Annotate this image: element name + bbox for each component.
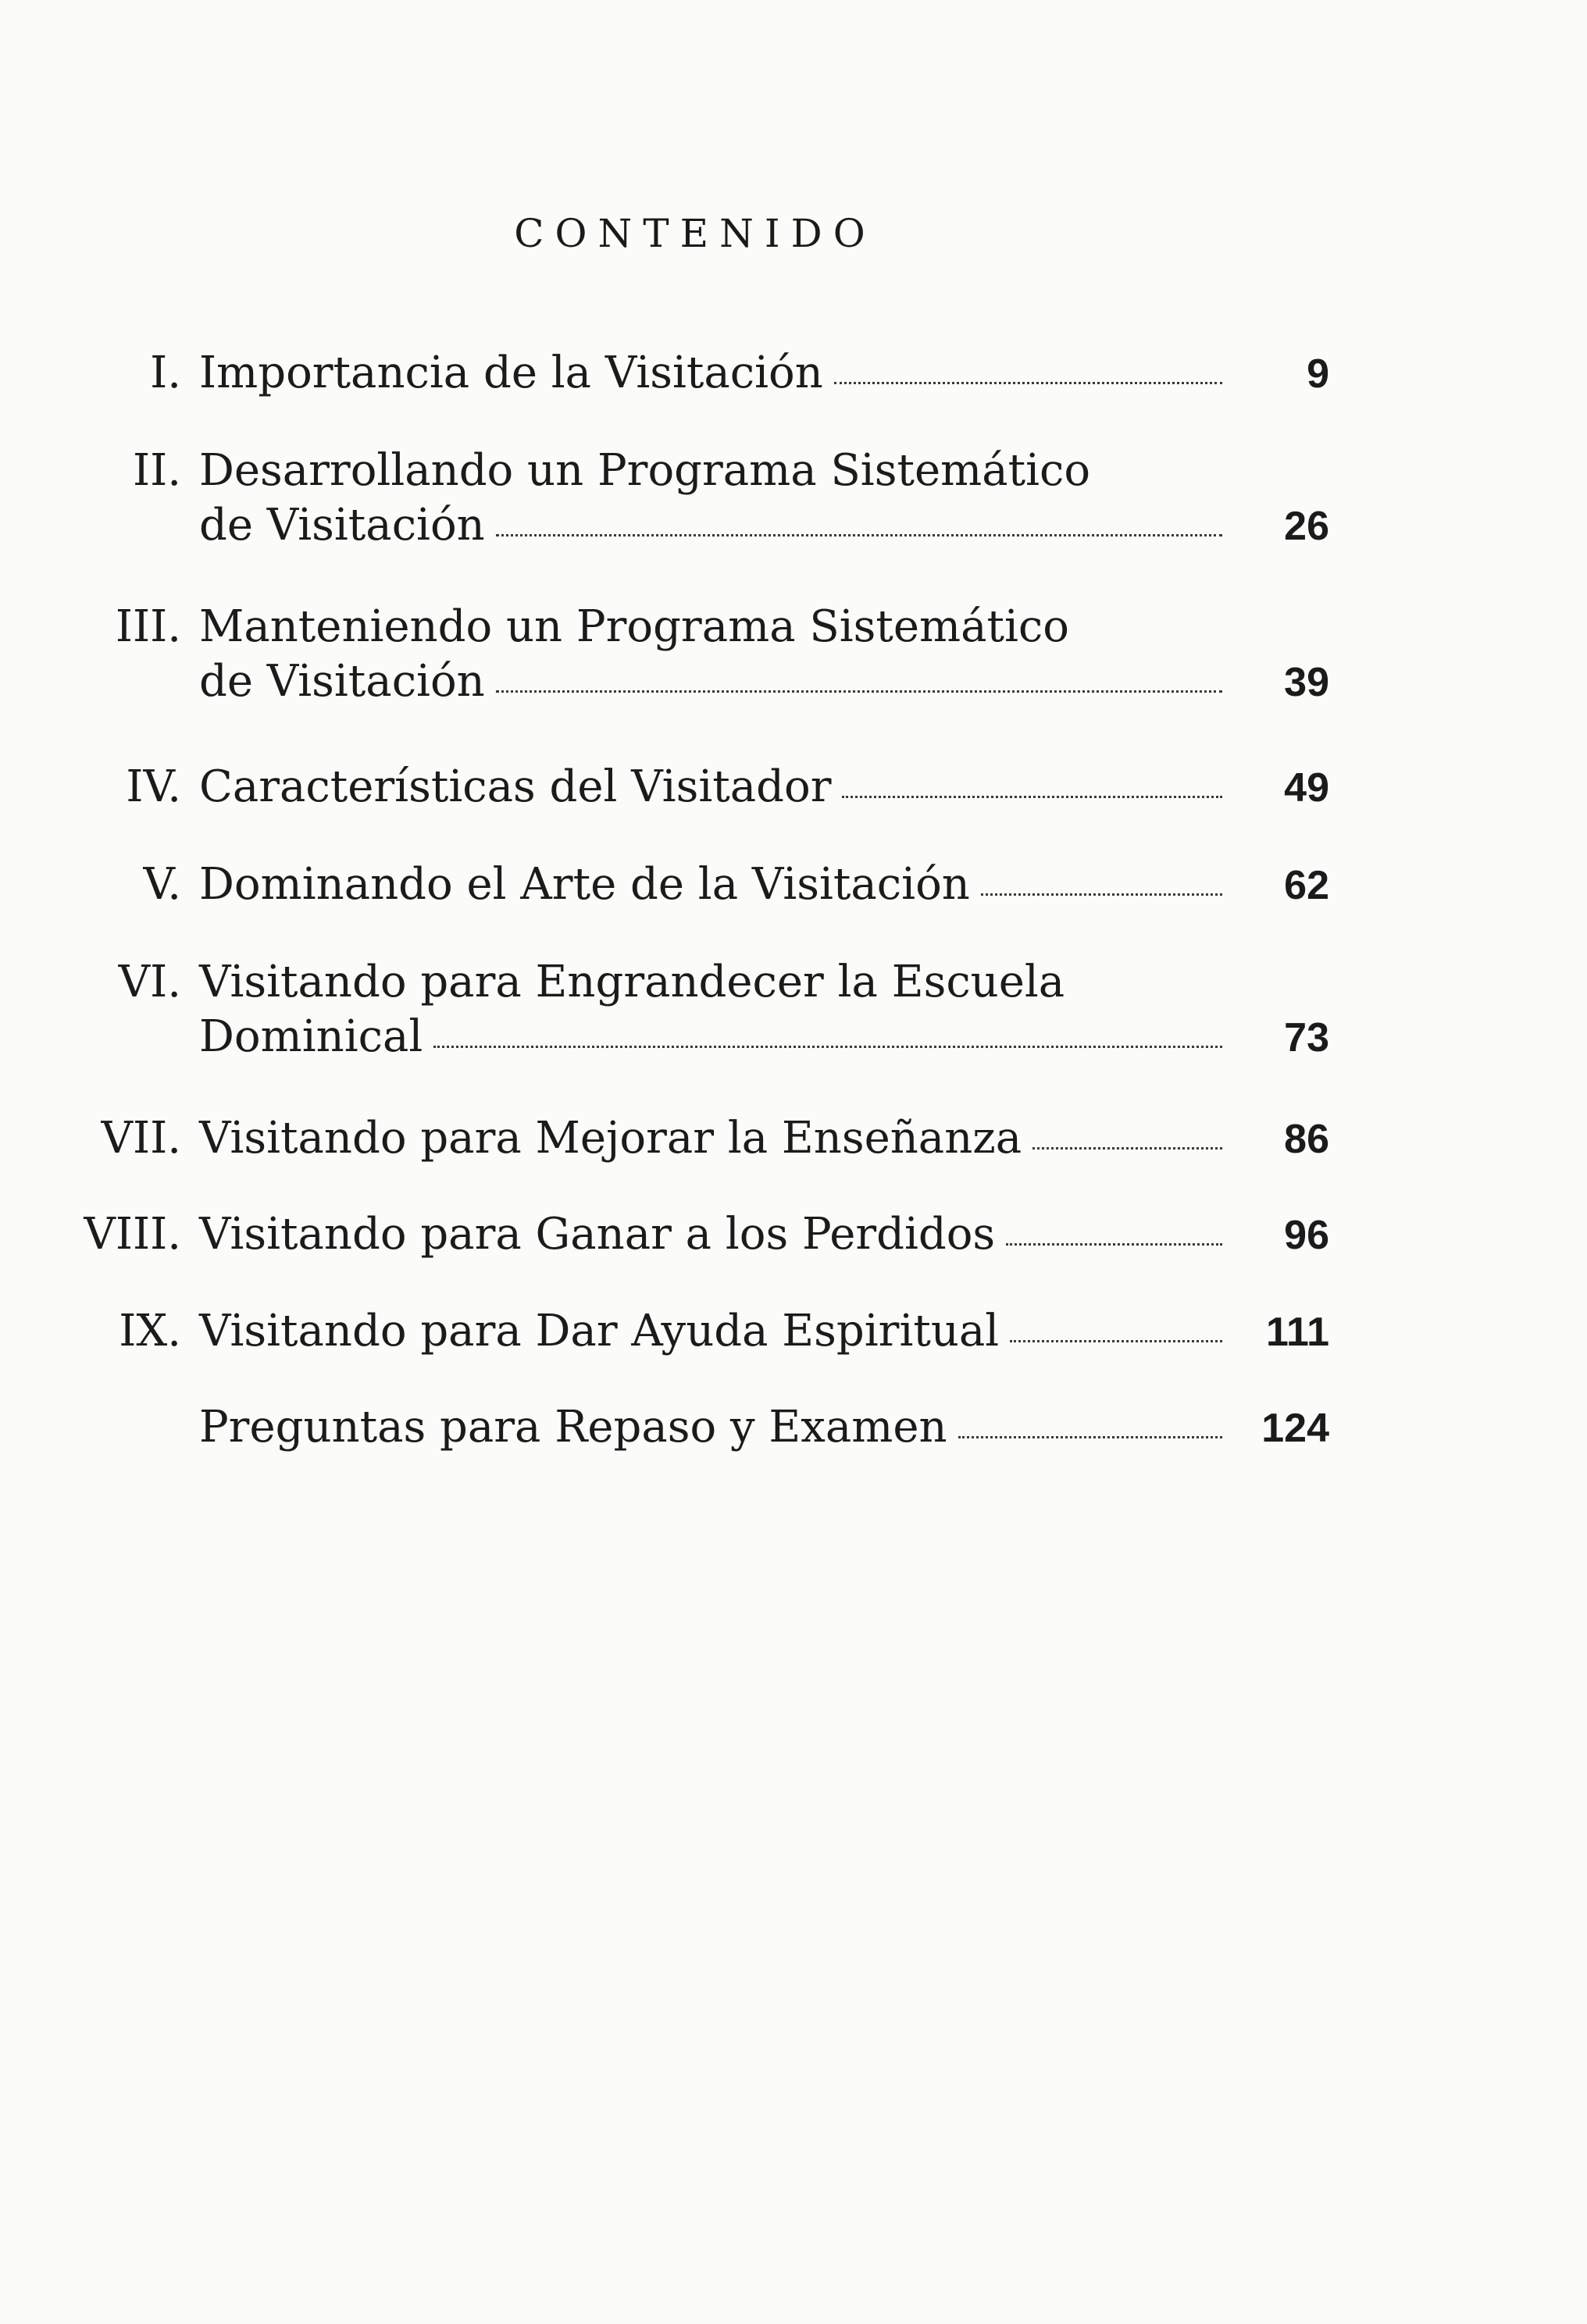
page-number: 62 [1284, 863, 1329, 908]
chapter-title-line [199, 656, 1222, 707]
chapter-title-line [199, 1011, 1222, 1062]
dot-leader [1032, 1147, 1222, 1150]
chapter-numeral: III. [115, 601, 181, 652]
page-number: 49 [1284, 765, 1329, 811]
chapter-numeral: VII. [101, 1113, 181, 1164]
page-number: 39 [1284, 660, 1329, 705]
dot-leader [842, 796, 1222, 798]
dot-leader [958, 1436, 1222, 1438]
chapter-title-line [199, 859, 1222, 910]
chapter-numeral: VI. [118, 957, 181, 1007]
chapter-title-text: Manteniendo un Programa Sistemático [199, 601, 1070, 652]
page-number: 124 [1261, 1406, 1329, 1451]
chapter-title-text: Importancia de la Visitación [199, 348, 823, 398]
chapter-title-line [199, 1402, 1222, 1452]
chapter-numeral: II. [132, 445, 181, 496]
dot-leader [496, 690, 1222, 693]
chapter-title-line [199, 500, 1222, 551]
chapter-title-line [199, 1306, 1222, 1356]
dot-leader [1006, 1243, 1222, 1246]
chapter-title-text: Preguntas para Repaso y Examen [199, 1402, 947, 1452]
dot-leader [1010, 1340, 1222, 1342]
dot-leader [981, 893, 1222, 896]
chapter-title-line [199, 1113, 1222, 1164]
chapter-numeral: V. [143, 859, 181, 910]
chapter-title-text: Visitando para Dar Ayuda Espiritual [199, 1306, 1000, 1356]
page-number: 96 [1284, 1213, 1329, 1258]
page-number: 26 [1284, 504, 1329, 549]
page-number: 86 [1284, 1117, 1329, 1162]
page-number: 9 [1307, 351, 1329, 397]
page-number: 111 [1265, 1310, 1329, 1355]
dot-leader [834, 382, 1222, 384]
chapter-title-text: Visitando para Ganar a los Perdidos [199, 1209, 996, 1260]
chapter-title-text: Características del Visitador [199, 761, 832, 812]
chapter-title-line [199, 445, 1090, 496]
chapter-title-line [199, 601, 1069, 652]
chapter-title-text: de Visitación [199, 656, 485, 707]
page-number: 73 [1284, 1015, 1329, 1060]
chapter-title-text: Dominando el Arte de la Visitación [199, 859, 970, 910]
chapter-numeral: VIII. [84, 1209, 181, 1260]
chapter-title-line [199, 761, 1222, 812]
chapter-numeral: I. [150, 348, 181, 398]
chapter-title-line [199, 957, 1065, 1007]
chapter-title-line [199, 1209, 1222, 1260]
chapter-title-text: Desarrollando un Programa Sistemático [199, 445, 1091, 496]
chapter-title-text: Visitando para Mejorar la Enseñanza [199, 1113, 1022, 1164]
chapter-numeral: IV. [126, 761, 181, 812]
chapter-title-text: de Visitación [199, 500, 485, 551]
dot-leader [496, 534, 1222, 536]
dot-leader [433, 1046, 1222, 1048]
chapter-title-text: Visitando para Engrandecer la Escuela [199, 957, 1065, 1007]
chapter-title-line [199, 348, 1222, 398]
page-title: CONTENIDO [514, 211, 876, 256]
chapter-title-text: Dominical [199, 1011, 423, 1062]
chapter-numeral: IX. [119, 1306, 181, 1356]
